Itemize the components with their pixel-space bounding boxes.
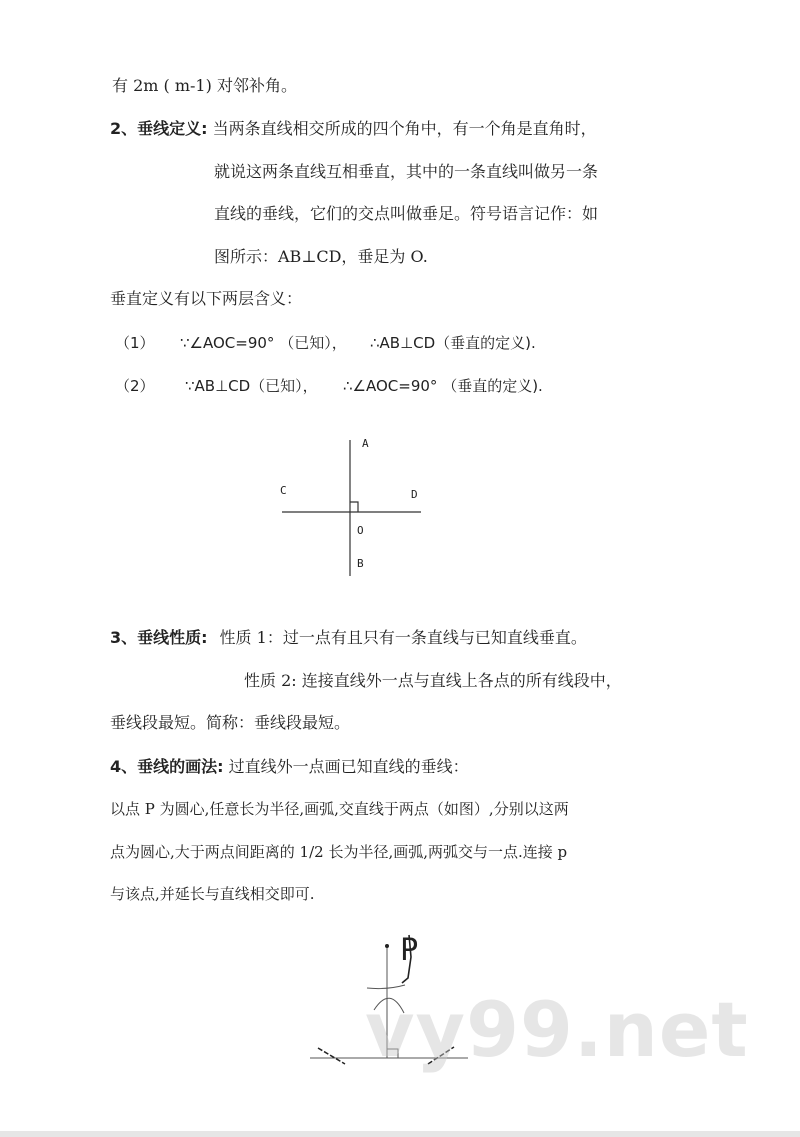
page-bottom-edge	[0, 1131, 800, 1137]
text-line: 垂直定义有以下两层含义：	[110, 289, 303, 308]
label-b: B	[357, 557, 364, 570]
section-4-line	[110, 757, 469, 777]
text-line: 就说这两条直线互相垂直，其中的一条直线叫做另一条	[214, 162, 599, 181]
label-a: A	[362, 437, 369, 450]
text: 当两条直线相交所成的四个角中，有一个角是直角时，	[207, 119, 597, 138]
text-line: 有 2m ( m-1) 对邻补角。	[112, 76, 297, 95]
text-line: 垂线段最短。简称：垂线段最短。	[110, 713, 351, 732]
label-c: C	[280, 484, 287, 497]
item-number: （1）	[115, 334, 155, 352]
text: ∴∠AOC=90° （垂直的定义).	[343, 377, 543, 395]
section-4-heading: 4、垂线的画法:	[110, 757, 224, 776]
text-line: 以点 P 为圆心,任意长为半径,画弧,交直线于两点（如图）,分别以这两	[110, 800, 569, 818]
point-p	[385, 944, 389, 948]
text-line: 与该点,并延长与直线相交即可.	[110, 885, 315, 903]
text-line: 性质 2: 连接直线外一点与直线上各点的所有线段中，	[244, 671, 622, 690]
section-3-line	[110, 628, 587, 648]
text: ∵AB⊥CD（已知），	[185, 377, 318, 395]
text: ∵∠AOC=90° （已知），	[180, 334, 347, 352]
text: 性质 1：过一点有且只有一条直线与已知直线垂直。	[219, 628, 587, 647]
watermark: vy99.net	[365, 985, 749, 1074]
perpendicular-figure	[282, 440, 421, 576]
text: 过直线外一点画已知直线的垂线：	[223, 757, 469, 776]
label-d: D	[411, 488, 418, 501]
section-2-heading: 2、垂线定义:	[110, 119, 208, 138]
text-line: 图所示：AB⊥CD，垂足为 O.	[214, 247, 428, 266]
right-angle-mark	[350, 502, 358, 512]
item-number: （2）	[115, 377, 155, 395]
label-o: O	[357, 524, 364, 537]
arc-mark	[318, 1048, 345, 1064]
section-3-heading: 3、垂线性质:	[110, 628, 208, 647]
text: ∴AB⊥CD（垂直的定义).	[370, 334, 536, 352]
text-line: 点为圆心,大于两点间距离的 1/2 长为半径,画弧,两弧交与一点.连接 p	[110, 843, 568, 861]
text-line: 直线的垂线，它们的交点叫做垂足。符号语言记作：如	[214, 204, 599, 223]
label-p: P	[400, 933, 419, 968]
